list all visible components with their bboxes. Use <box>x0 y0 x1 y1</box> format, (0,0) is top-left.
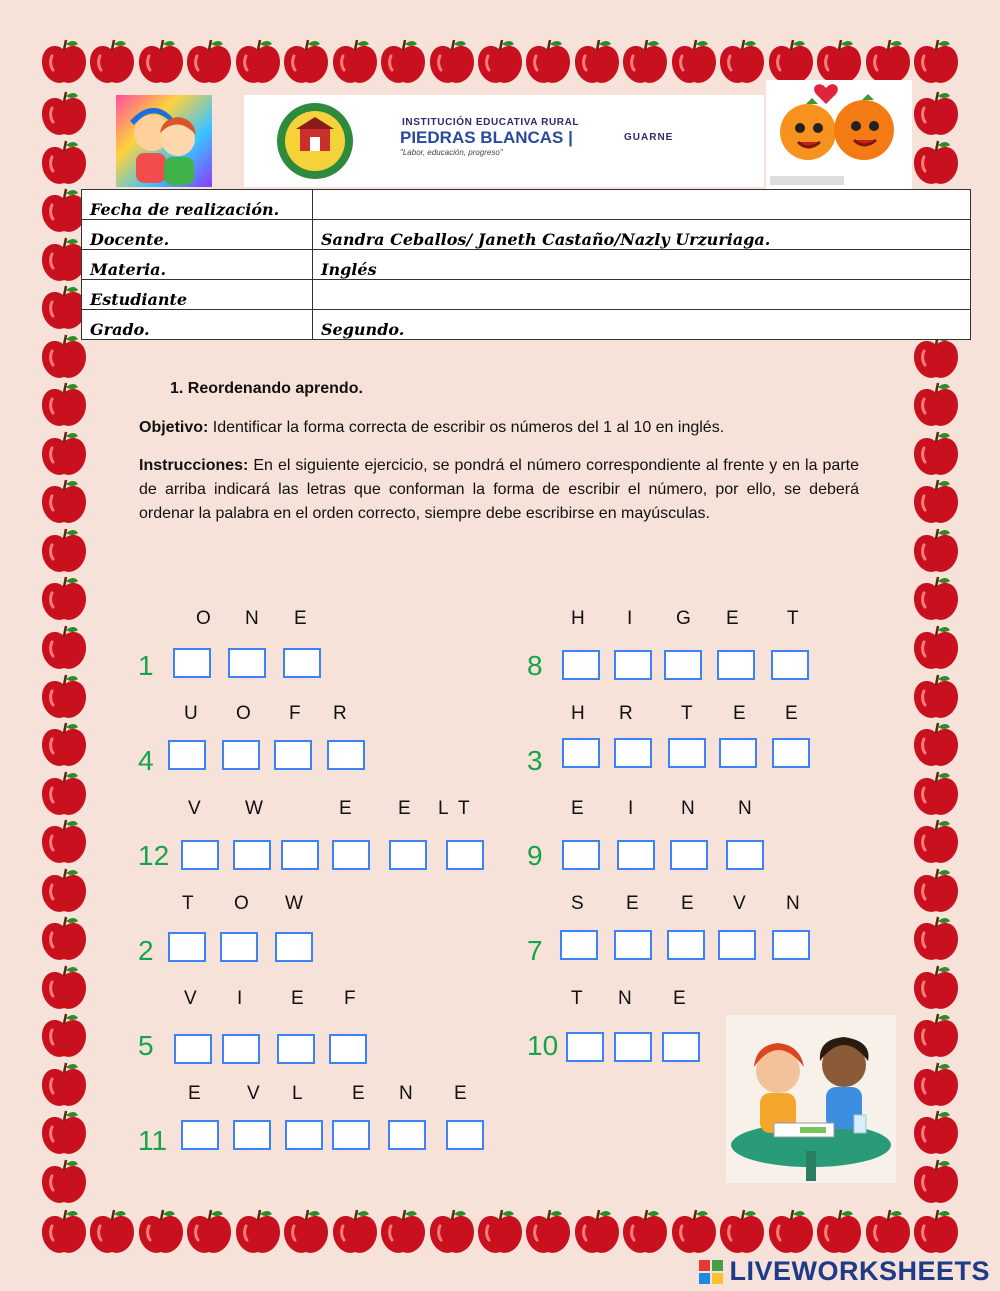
apple-decoration-icon <box>716 36 768 88</box>
answer-letter-box[interactable] <box>277 1034 315 1064</box>
info-value[interactable] <box>313 190 971 220</box>
apple-decoration-icon <box>38 525 90 577</box>
answer-letter-box[interactable] <box>181 1120 219 1150</box>
apple-decoration-icon <box>38 865 90 917</box>
scrambled-letter: E <box>626 893 639 914</box>
answer-letter-box[interactable] <box>228 648 266 678</box>
answer-letter-box[interactable] <box>446 840 484 870</box>
info-row <box>82 310 971 340</box>
apple-decoration-icon <box>910 671 962 723</box>
apple-decoration-icon <box>280 36 332 88</box>
scrambled-letter: V <box>184 988 197 1009</box>
school-name: PIEDRAS BLANCAS | <box>400 128 573 147</box>
answer-letter-box[interactable] <box>389 840 427 870</box>
apple-decoration-icon <box>910 913 962 965</box>
scrambled-letter: N <box>618 988 632 1009</box>
puzzle-number: 2 <box>138 935 154 966</box>
answer-letter-box[interactable] <box>719 738 757 768</box>
scrambled-letter: N <box>738 798 752 819</box>
scrambled-letter: T <box>571 988 583 1009</box>
objective-text: Identificar la forma correcta de escribir os números del 1 al 10 en inglés. <box>208 419 725 436</box>
apple-decoration-icon <box>38 1206 90 1258</box>
liveworksheets-logo-icon <box>699 1260 723 1284</box>
scrambled-letter: I <box>237 988 243 1009</box>
apple-decoration-icon <box>38 768 90 820</box>
apple-decoration-icon <box>329 36 381 88</box>
apple-decoration-icon <box>910 1059 962 1111</box>
answer-letter-box[interactable] <box>772 930 810 960</box>
puzzle-number: 10 <box>527 1030 559 1061</box>
apple-decoration-icon <box>38 379 90 431</box>
apple-decoration-icon <box>813 1206 865 1258</box>
apple-decoration-icon <box>522 36 574 88</box>
answer-letter-box[interactable] <box>667 930 705 960</box>
info-label: Docente. <box>82 220 313 250</box>
answer-letter-box[interactable] <box>446 1120 484 1150</box>
apple-decoration-icon <box>232 1206 284 1258</box>
apple-decoration-icon <box>910 573 962 625</box>
apple-decoration-icon <box>38 622 90 674</box>
answer-letter-box[interactable] <box>717 650 755 680</box>
answer-letter-box[interactable] <box>614 738 652 768</box>
apple-decoration-icon <box>910 428 962 480</box>
scrambled-letter: E <box>454 1083 467 1104</box>
apple-decoration-icon <box>38 428 90 480</box>
scrambled-letter: L <box>292 1083 303 1104</box>
apple-decoration-icon <box>474 36 526 88</box>
apple-decoration-icon <box>426 1206 478 1258</box>
answer-letter-box[interactable] <box>181 840 219 870</box>
answer-letter-box[interactable] <box>614 650 652 680</box>
answer-letter-box[interactable] <box>332 1120 370 1150</box>
kids-cartoon-logo <box>116 95 212 187</box>
apple-decoration-icon <box>280 1206 332 1258</box>
apple-decoration-icon <box>38 1107 90 1159</box>
puzzle-number: 9 <box>527 840 543 871</box>
scrambled-letter: V <box>188 798 201 819</box>
scrambled-letter: I <box>628 798 634 819</box>
scrambled-letter: E <box>726 608 739 629</box>
apple-decoration-icon <box>38 137 90 189</box>
answer-letter-box[interactable] <box>560 930 598 960</box>
answer-letter-box[interactable] <box>388 1120 426 1150</box>
apple-decoration-icon <box>910 1010 962 1062</box>
apple-decoration-icon <box>910 1156 962 1208</box>
apple-decoration-icon <box>910 379 962 431</box>
answer-letter-box[interactable] <box>566 1032 604 1062</box>
liveworksheets-footer <box>699 1256 990 1287</box>
apple-decoration-icon <box>86 1206 138 1258</box>
apple-decoration-icon <box>426 36 478 88</box>
answer-letter-box[interactable] <box>670 840 708 870</box>
scrambled-letter: E <box>294 608 307 629</box>
answer-letter-box[interactable] <box>662 1032 700 1062</box>
apple-decoration-icon <box>716 1206 768 1258</box>
info-row <box>82 220 971 250</box>
apple-decoration-icon <box>910 622 962 674</box>
children-reading-illustration <box>726 1015 896 1183</box>
answer-letter-box[interactable] <box>283 648 321 678</box>
apple-decoration-icon <box>86 36 138 88</box>
scrambled-letter: E <box>188 1083 201 1104</box>
apple-decoration-icon <box>619 1206 671 1258</box>
info-value: Inglés <box>313 250 971 280</box>
scrambled-letter: T <box>182 893 194 914</box>
answer-letter-box[interactable] <box>168 932 206 962</box>
answer-letter-box[interactable] <box>668 738 706 768</box>
apple-decoration-icon <box>910 816 962 868</box>
apple-decoration-icon <box>38 36 90 88</box>
scrambled-letter: E <box>291 988 304 1009</box>
info-row <box>82 190 971 220</box>
answer-letter-box[interactable] <box>274 740 312 770</box>
answer-letter-box[interactable] <box>327 740 365 770</box>
apple-decoration-icon <box>38 476 90 528</box>
scrambled-letter: E <box>352 1083 365 1104</box>
apple-decoration-icon <box>135 36 187 88</box>
answer-letter-box[interactable] <box>664 650 702 680</box>
answer-letter-box[interactable] <box>614 930 652 960</box>
puzzle-number: 7 <box>527 935 543 966</box>
answer-letter-box[interactable] <box>617 840 655 870</box>
answer-letter-box[interactable] <box>174 1034 212 1064</box>
scrambled-letter: F <box>289 703 301 724</box>
scrambled-letter: R <box>333 703 347 724</box>
puzzle-number: 3 <box>527 745 543 776</box>
apple-decoration-icon <box>38 1156 90 1208</box>
scrambled-letter: W <box>285 893 303 914</box>
apple-decoration-icon <box>668 36 720 88</box>
oranges-cartoon-logo <box>766 80 912 190</box>
puzzle-number: 12 <box>138 840 170 871</box>
school-city: GUARNE <box>624 132 674 143</box>
scrambled-letter: R <box>619 703 633 724</box>
objective-label: Objetivo: <box>139 419 209 436</box>
apple-decoration-icon <box>910 137 962 189</box>
apple-decoration-icon <box>619 36 671 88</box>
apple-decoration-icon <box>329 1206 381 1258</box>
apple-decoration-icon <box>38 88 90 140</box>
apple-decoration-icon <box>910 865 962 917</box>
scrambled-letter: V <box>733 893 746 914</box>
scrambled-letter: I <box>627 608 633 629</box>
scrambled-letter: T <box>458 798 470 819</box>
apple-decoration-icon <box>910 36 962 88</box>
apple-decoration-icon <box>910 768 962 820</box>
answer-letter-box[interactable] <box>771 650 809 680</box>
apple-decoration-icon <box>910 476 962 528</box>
scrambled-letter: H <box>571 608 585 629</box>
scrambled-letter: N <box>399 1083 413 1104</box>
apple-decoration-icon <box>38 719 90 771</box>
answer-letter-box[interactable] <box>772 738 810 768</box>
scrambled-letter: N <box>245 608 259 629</box>
answer-letter-box[interactable] <box>275 932 313 962</box>
instructions-text: En el siguiente ejercicio, se pondrá el número correspondiente al frente y en la parte de arriba indicará las letras que conforman la forma de escribir el número, por ello, se deberá ordenar la palabra en el orden correcto, siempre debe escribirse en mayúsculas. <box>139 457 859 522</box>
apple-decoration-icon <box>38 816 90 868</box>
scrambled-letter: E <box>733 703 746 724</box>
info-value[interactable] <box>313 280 971 310</box>
apple-decoration-icon <box>862 1206 914 1258</box>
apple-decoration-icon <box>38 671 90 723</box>
answer-letter-box[interactable] <box>562 840 600 870</box>
apple-decoration-icon <box>910 719 962 771</box>
apple-decoration-icon <box>910 962 962 1014</box>
apple-decoration-icon <box>910 1206 962 1258</box>
apple-decoration-icon <box>38 913 90 965</box>
apple-decoration-icon <box>571 1206 623 1258</box>
scrambled-letter: V <box>247 1083 260 1104</box>
scrambled-letter: W <box>245 798 263 819</box>
answer-letter-box[interactable] <box>220 932 258 962</box>
liveworksheets-brand: LIVEWORKSHEETS <box>729 1256 990 1286</box>
answer-letter-box[interactable] <box>329 1034 367 1064</box>
info-row <box>82 280 971 310</box>
scrambled-letter: E <box>571 798 584 819</box>
answer-letter-box[interactable] <box>562 738 600 768</box>
scrambled-letter: O <box>196 608 211 629</box>
scrambled-letter: E <box>673 988 686 1009</box>
apple-decoration-icon <box>910 525 962 577</box>
scrambled-letter: E <box>785 703 798 724</box>
puzzle-number: 8 <box>527 650 543 681</box>
apple-decoration-icon <box>377 1206 429 1258</box>
answer-letter-box[interactable] <box>222 740 260 770</box>
apple-decoration-icon <box>522 1206 574 1258</box>
info-value: Sandra Ceballos/ Janeth Castaño/Nazly Urzuriaga. <box>313 220 971 250</box>
apple-decoration-icon <box>38 962 90 1014</box>
apple-decoration-icon <box>910 88 962 140</box>
answer-letter-box[interactable] <box>285 1120 323 1150</box>
apple-decoration-icon <box>38 573 90 625</box>
school-motto: "Labor, educación, progreso" <box>400 148 503 157</box>
objective-paragraph <box>139 416 859 440</box>
scrambled-letter: G <box>676 608 691 629</box>
scrambled-letter: O <box>236 703 251 724</box>
scrambled-letter: O <box>234 893 249 914</box>
apple-decoration-icon <box>765 1206 817 1258</box>
info-label: Estudiante <box>82 280 313 310</box>
answer-letter-box[interactable] <box>614 1032 652 1062</box>
puzzle-number: 11 <box>138 1125 168 1156</box>
scrambled-letter: E <box>681 893 694 914</box>
answer-letter-box[interactable] <box>222 1034 260 1064</box>
scrambled-letter: F <box>344 988 356 1009</box>
scrambled-letter: S <box>571 893 584 914</box>
apple-decoration-icon <box>135 1206 187 1258</box>
apple-decoration-icon <box>183 1206 235 1258</box>
instructions-label: Instrucciones: <box>139 457 249 474</box>
scrambled-letter: N <box>681 798 695 819</box>
apple-decoration-icon <box>377 36 429 88</box>
answer-letter-box[interactable] <box>233 840 271 870</box>
puzzle-number: 5 <box>138 1030 154 1061</box>
info-label: Grado. <box>82 310 313 340</box>
apple-decoration-icon <box>668 1206 720 1258</box>
info-label: Fecha de realización. <box>82 190 313 220</box>
apple-decoration-icon <box>910 1107 962 1159</box>
puzzle-number: 4 <box>138 745 154 776</box>
info-label: Materia. <box>82 250 313 280</box>
info-value: Segundo. <box>313 310 971 340</box>
scrambled-letter: U <box>184 703 198 724</box>
scrambled-letter: H <box>571 703 585 724</box>
scrambled-letter: L <box>438 798 449 819</box>
apple-decoration-icon <box>38 1059 90 1111</box>
school-logo-banner <box>244 95 764 187</box>
apple-decoration-icon <box>571 36 623 88</box>
scrambled-letter: T <box>787 608 799 629</box>
scrambled-letter: T <box>681 703 693 724</box>
answer-letter-box[interactable] <box>562 650 600 680</box>
instructions-paragraph <box>139 454 859 526</box>
task-title: 1. Reordenando aprendo. <box>170 380 363 397</box>
apple-decoration-icon <box>232 36 284 88</box>
puzzle-number: 1 <box>138 650 154 681</box>
info-row <box>82 250 971 280</box>
apple-decoration-icon <box>38 1010 90 1062</box>
apple-decoration-icon <box>474 1206 526 1258</box>
answer-letter-box[interactable] <box>718 930 756 960</box>
answer-letter-box[interactable] <box>173 648 211 678</box>
info-table <box>81 189 971 340</box>
scrambled-letter: N <box>786 893 800 914</box>
answer-letter-box[interactable] <box>281 840 319 870</box>
apple-decoration-icon <box>183 36 235 88</box>
answer-letter-box[interactable] <box>233 1120 271 1150</box>
answer-letter-box[interactable] <box>726 840 764 870</box>
scrambled-letter: E <box>398 798 411 819</box>
scrambled-letter: E <box>339 798 352 819</box>
institution-line: INSTITUCIÓN EDUCATIVA RURAL <box>402 117 580 128</box>
answer-letter-box[interactable] <box>168 740 206 770</box>
answer-letter-box[interactable] <box>332 840 370 870</box>
